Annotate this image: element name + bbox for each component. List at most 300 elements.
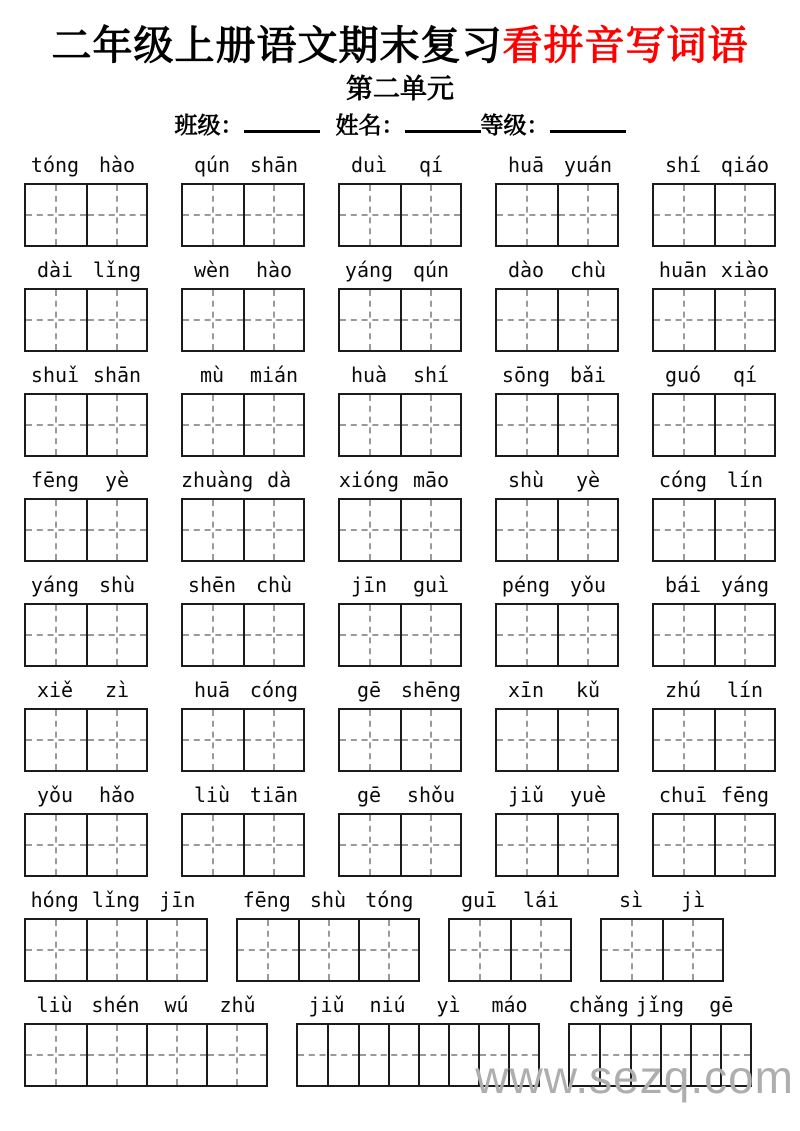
- pinyin-syllable: dài: [36, 258, 74, 282]
- writing-cell: [400, 815, 460, 875]
- writing-cell: [183, 710, 243, 770]
- pinyin-word: [24, 255, 148, 285]
- pinyin-syllable: yáng: [720, 573, 770, 597]
- writing-cell: [86, 500, 146, 560]
- writing-grid: [652, 708, 776, 772]
- pinyin-syllable: shén: [91, 993, 140, 1017]
- writing-cell: [340, 710, 400, 770]
- pinyin-word: [495, 255, 619, 285]
- pinyin-syllable: duì: [350, 153, 388, 177]
- writing-grid: [652, 288, 776, 352]
- writing-cell: [450, 920, 510, 980]
- pinyin-word: [24, 780, 148, 810]
- pinyin-syllable: lǐng: [92, 258, 142, 282]
- writing-cell: [557, 605, 617, 665]
- pinyin-syllable: zhuàng: [181, 468, 254, 492]
- writing-grid: [24, 918, 208, 982]
- word-group: [652, 465, 776, 562]
- pinyin-syllable: shēng: [400, 678, 462, 702]
- pinyin-syllable: shān: [92, 363, 142, 387]
- pinyin-syllable: cóng: [249, 678, 299, 702]
- writing-grid: [181, 603, 305, 667]
- pinyin-syllable: shí: [412, 363, 450, 387]
- writing-cell: [497, 605, 557, 665]
- writing-cell: [654, 500, 714, 560]
- pinyin-syllable: jiǔ: [507, 783, 545, 807]
- pinyin-syllable: qí: [418, 153, 444, 177]
- writing-cell: [400, 395, 460, 455]
- writing-grid: [24, 708, 148, 772]
- pinyin-syllable: yè: [575, 468, 601, 492]
- writing-grid: [338, 393, 462, 457]
- writing-cell: [183, 605, 243, 665]
- word-group: [652, 570, 776, 667]
- pinyin-word: [181, 780, 305, 810]
- writing-cell: [86, 185, 146, 245]
- writing-cell: [183, 290, 243, 350]
- pinyin-word: [495, 150, 619, 180]
- writing-grid: [24, 393, 148, 457]
- word-group: [24, 465, 148, 562]
- writing-cell: [298, 1025, 358, 1085]
- grade-field-label: 等级：: [480, 113, 550, 139]
- word-group: [495, 255, 619, 352]
- pinyin-word: [338, 780, 462, 810]
- pinyin-syllable: hǎo: [98, 783, 136, 807]
- writing-cell: [557, 290, 617, 350]
- pinyin-syllable: kǔ: [575, 678, 601, 702]
- word-row: [24, 360, 776, 457]
- writing-grid: [600, 918, 724, 982]
- writing-cell: [183, 395, 243, 455]
- student-fields-line: [0, 110, 800, 140]
- writing-grid: [24, 183, 148, 247]
- word-group: [338, 360, 462, 457]
- pinyin-syllable: guī: [460, 888, 498, 912]
- pinyin-syllable: jì: [680, 888, 706, 912]
- writing-cell: [86, 1025, 146, 1085]
- pinyin-syllable: fēng: [30, 468, 80, 492]
- word-row: [24, 885, 776, 982]
- pinyin-word: [652, 780, 776, 810]
- writing-grid: [652, 813, 776, 877]
- pinyin-word: [652, 360, 776, 390]
- writing-grid: [24, 498, 148, 562]
- pinyin-word: [652, 570, 776, 600]
- word-group: [495, 360, 619, 457]
- pinyin-word: [338, 360, 462, 390]
- pinyin-syllable: liù: [36, 993, 73, 1017]
- writing-cell: [497, 710, 557, 770]
- pinyin-syllable: liù: [193, 783, 231, 807]
- pinyin-syllable: dào: [507, 258, 545, 282]
- writing-grid: [652, 183, 776, 247]
- writing-cell: [654, 395, 714, 455]
- word-group: [24, 780, 148, 877]
- word-group: [338, 780, 462, 877]
- writing-cell: [497, 395, 557, 455]
- pinyin-word: [24, 885, 208, 915]
- writing-grid: [495, 603, 619, 667]
- writing-cell: [510, 920, 570, 980]
- writing-cell: [358, 920, 418, 980]
- pinyin-syllable: xīn: [507, 678, 545, 702]
- word-group: [181, 780, 305, 877]
- pinyin-word: [181, 255, 305, 285]
- writing-cell: [557, 815, 617, 875]
- pinyin-word: [652, 150, 776, 180]
- writing-cell: [238, 920, 298, 980]
- word-group: [495, 465, 619, 562]
- pinyin-word: [600, 885, 724, 915]
- writing-cell: [400, 185, 460, 245]
- writing-cell: [26, 815, 86, 875]
- pinyin-syllable: fēng: [242, 888, 291, 912]
- writing-cell: [183, 500, 243, 560]
- pinyin-syllable: lín: [726, 678, 764, 702]
- pinyin-syllable: shù: [507, 468, 545, 492]
- writing-cell: [340, 290, 400, 350]
- writing-cell: [243, 815, 303, 875]
- pinyin-word: [338, 150, 462, 180]
- pinyin-syllable: qún: [193, 153, 231, 177]
- pinyin-syllable: jǐng: [635, 993, 685, 1017]
- writing-cell: [26, 605, 86, 665]
- pinyin-word: [652, 255, 776, 285]
- pinyin-word: [448, 885, 572, 915]
- writing-cell: [243, 395, 303, 455]
- pinyin-syllable: shān: [249, 153, 299, 177]
- pinyin-syllable: xiào: [720, 258, 770, 282]
- word-group: [181, 150, 305, 247]
- writing-grid: [495, 393, 619, 457]
- pinyin-word: [495, 360, 619, 390]
- pinyin-word: [338, 255, 462, 285]
- pinyin-syllable: wèn: [193, 258, 231, 282]
- pinyin-syllable: yáng: [30, 573, 80, 597]
- pinyin-syllable: lǐng: [91, 888, 141, 912]
- writing-grid: [181, 813, 305, 877]
- writing-grid: [181, 393, 305, 457]
- pinyin-syllable: shù: [309, 888, 347, 912]
- word-group: [495, 675, 619, 772]
- pinyin-syllable: jīn: [350, 573, 388, 597]
- word-group: [338, 255, 462, 352]
- pinyin-syllable: xiě: [36, 678, 74, 702]
- pinyin-syllable: wú: [164, 993, 189, 1017]
- pinyin-syllable: huān: [658, 258, 708, 282]
- writing-cell: [86, 815, 146, 875]
- word-group: [181, 675, 305, 772]
- writing-cell: [654, 710, 714, 770]
- pinyin-word: [24, 990, 268, 1020]
- pinyin-syllable: sì: [618, 888, 644, 912]
- pinyin-syllable: bǎi: [569, 363, 607, 387]
- writing-grid: [24, 813, 148, 877]
- pinyin-word: [181, 570, 305, 600]
- pinyin-syllable: guì: [412, 573, 450, 597]
- pinyin-syllable: zì: [104, 678, 130, 702]
- writing-cell: [654, 815, 714, 875]
- writing-cell: [340, 395, 400, 455]
- pinyin-syllable: shuǐ: [30, 363, 80, 387]
- writing-cell: [714, 815, 774, 875]
- pinyin-syllable: huā: [193, 678, 231, 702]
- pinyin-syllable: yǒu: [569, 573, 607, 597]
- writing-grid: [338, 708, 462, 772]
- pinyin-syllable: guó: [664, 363, 702, 387]
- writing-cell: [602, 920, 662, 980]
- writing-cell: [358, 1025, 418, 1085]
- writing-cell: [26, 710, 86, 770]
- writing-cell: [400, 500, 460, 560]
- pinyin-syllable: niú: [369, 993, 406, 1017]
- writing-grid: [338, 603, 462, 667]
- writing-cell: [26, 500, 86, 560]
- word-group: [24, 255, 148, 352]
- pinyin-syllable: xióng: [338, 468, 400, 492]
- pinyin-syllable: zhǔ: [219, 993, 256, 1017]
- word-group: [338, 150, 462, 247]
- pinyin-syllable: tiān: [249, 783, 299, 807]
- writing-grid: [495, 813, 619, 877]
- writing-grid: [181, 288, 305, 352]
- word-group: [652, 360, 776, 457]
- pinyin-syllable: sōng: [501, 363, 551, 387]
- writing-grid: [495, 288, 619, 352]
- pinyin-syllable: shǒu: [406, 783, 456, 807]
- pinyin-syllable: yáng: [344, 258, 394, 282]
- writing-cell: [654, 605, 714, 665]
- pinyin-word: [338, 570, 462, 600]
- pinyin-word: [495, 465, 619, 495]
- title-red-segment: 看拼音写词语: [502, 23, 749, 69]
- word-group: [236, 885, 420, 982]
- pinyin-syllable: dà: [267, 468, 292, 492]
- pinyin-syllable: bái: [664, 573, 702, 597]
- word-group: [24, 570, 148, 667]
- writing-cell: [243, 710, 303, 770]
- writing-cell: [497, 290, 557, 350]
- class-field-label: 班级：: [174, 113, 244, 139]
- pinyin-syllable: hóng: [30, 888, 79, 912]
- pinyin-syllable: yè: [104, 468, 130, 492]
- word-group: [495, 150, 619, 247]
- writing-grid: [338, 813, 462, 877]
- word-group: [495, 780, 619, 877]
- pinyin-syllable: hào: [98, 153, 136, 177]
- pinyin-syllable: gē: [356, 783, 382, 807]
- pinyin-syllable: mián: [249, 363, 299, 387]
- pinyin-word: [495, 570, 619, 600]
- writing-cell: [340, 500, 400, 560]
- pinyin-syllable: chǎng: [568, 993, 629, 1017]
- writing-grid: [24, 603, 148, 667]
- pinyin-word: [181, 360, 305, 390]
- writing-cell: [557, 500, 617, 560]
- writing-cell: [243, 605, 303, 665]
- writing-cell: [497, 815, 557, 875]
- unit-subtitle: 第二单元: [346, 74, 454, 105]
- writing-cell: [714, 710, 774, 770]
- writing-cell: [86, 710, 146, 770]
- writing-grid: [495, 183, 619, 247]
- pinyin-word: [568, 990, 752, 1020]
- pinyin-word: [181, 675, 305, 705]
- pinyin-syllable: fēng: [720, 783, 770, 807]
- writing-cell: [86, 605, 146, 665]
- word-group: [338, 675, 462, 772]
- word-group: [338, 570, 462, 667]
- writing-cell: [26, 1025, 86, 1085]
- pinyin-word: [24, 465, 148, 495]
- writing-cell: [714, 500, 774, 560]
- word-row: [24, 465, 776, 562]
- pinyin-word: [652, 465, 776, 495]
- pinyin-syllable: qún: [412, 258, 450, 282]
- pinyin-syllable: shí: [664, 153, 702, 177]
- page-title: [0, 22, 800, 70]
- title-black-segment: 二年级上册语文期末复习: [51, 23, 503, 69]
- watermark: www.sezq.com: [475, 1051, 794, 1103]
- writing-cell: [243, 290, 303, 350]
- writing-cell: [243, 185, 303, 245]
- writing-cell: [714, 290, 774, 350]
- pinyin-syllable: jiǔ: [308, 993, 345, 1017]
- writing-cell: [497, 185, 557, 245]
- word-group: [652, 675, 776, 772]
- writing-cell: [26, 290, 86, 350]
- pinyin-syllable: máo: [491, 993, 528, 1017]
- writing-grid: [652, 393, 776, 457]
- pinyin-word: [181, 465, 305, 495]
- writing-cell: [340, 815, 400, 875]
- writing-cell: [26, 920, 86, 980]
- pinyin-syllable: shēn: [187, 573, 237, 597]
- writing-grid: [24, 1023, 268, 1087]
- writing-cell: [183, 185, 243, 245]
- writing-cell: [557, 395, 617, 455]
- pinyin-syllable: hào: [255, 258, 293, 282]
- writing-cell: [183, 815, 243, 875]
- pinyin-syllable: péng: [501, 573, 551, 597]
- pinyin-word: [24, 360, 148, 390]
- writing-cell: [714, 605, 774, 665]
- pinyin-word: [338, 675, 462, 705]
- pinyin-syllable: chù: [569, 258, 607, 282]
- pinyin-syllable: yuè: [569, 783, 607, 807]
- name-field-blank: [405, 110, 481, 133]
- word-group: [652, 255, 776, 352]
- word-group: [181, 465, 305, 562]
- writing-grid: [181, 183, 305, 247]
- pinyin-syllable: tóng: [30, 153, 80, 177]
- pinyin-syllable: tóng: [365, 888, 414, 912]
- writing-cell: [26, 185, 86, 245]
- pinyin-word: [495, 780, 619, 810]
- pinyin-syllable: yǒu: [36, 783, 74, 807]
- word-row: [24, 780, 776, 877]
- pinyin-syllable: māo: [412, 468, 450, 492]
- pinyin-syllable: yì: [436, 993, 461, 1017]
- writing-cell: [654, 185, 714, 245]
- writing-grid: [181, 708, 305, 772]
- writing-cell: [340, 185, 400, 245]
- writing-cell: [340, 605, 400, 665]
- word-group: [24, 990, 268, 1087]
- writing-grid: [495, 498, 619, 562]
- word-row: [24, 150, 776, 247]
- writing-cell: [298, 920, 358, 980]
- pinyin-word: [24, 150, 148, 180]
- word-row: [24, 255, 776, 352]
- pinyin-word: [495, 675, 619, 705]
- pinyin-syllable: cóng: [658, 468, 708, 492]
- pinyin-syllable: qí: [732, 363, 758, 387]
- writing-cell: [557, 185, 617, 245]
- word-group: [338, 465, 462, 562]
- pinyin-word: [338, 465, 462, 495]
- word-group: [181, 255, 305, 352]
- word-group: [600, 885, 724, 982]
- word-group: [652, 150, 776, 247]
- grade-field-blank: [550, 110, 626, 133]
- writing-cell: [86, 395, 146, 455]
- writing-grid: [181, 498, 305, 562]
- pinyin-syllable: huā: [507, 153, 545, 177]
- word-row: [24, 675, 776, 772]
- writing-cell: [206, 1025, 266, 1085]
- pinyin-syllable: chù: [255, 573, 293, 597]
- writing-cell: [662, 920, 722, 980]
- writing-grid: [24, 288, 148, 352]
- word-group: [448, 885, 572, 982]
- class-field-blank: [244, 110, 320, 133]
- writing-cell: [418, 1025, 478, 1085]
- writing-grid: [652, 498, 776, 562]
- pinyin-syllable: lái: [522, 888, 560, 912]
- pinyin-syllable: yuán: [563, 153, 613, 177]
- writing-grid: [652, 603, 776, 667]
- writing-grid: [448, 918, 572, 982]
- writing-cell: [400, 710, 460, 770]
- pinyin-syllable: mù: [199, 363, 225, 387]
- pinyin-syllable: huà: [350, 363, 388, 387]
- word-group: [24, 360, 148, 457]
- pinyin-syllable: jīn: [159, 888, 196, 912]
- pinyin-syllable: lín: [726, 468, 764, 492]
- pinyin-word: [296, 990, 540, 1020]
- pinyin-syllable: shù: [98, 573, 136, 597]
- word-group: [495, 570, 619, 667]
- writing-cell: [146, 1025, 206, 1085]
- name-field-label: 姓名：: [335, 113, 405, 139]
- pinyin-word: [236, 885, 420, 915]
- writing-grid: [338, 288, 462, 352]
- writing-cell: [146, 920, 206, 980]
- worksheet-rows: [24, 150, 776, 1087]
- word-group: [24, 675, 148, 772]
- word-group: [24, 885, 208, 982]
- writing-cell: [557, 710, 617, 770]
- word-group: [652, 780, 776, 877]
- writing-grid: [338, 498, 462, 562]
- pinyin-syllable: gē: [356, 678, 382, 702]
- word-row: [24, 570, 776, 667]
- writing-cell: [497, 500, 557, 560]
- writing-grid: [338, 183, 462, 247]
- writing-cell: [654, 290, 714, 350]
